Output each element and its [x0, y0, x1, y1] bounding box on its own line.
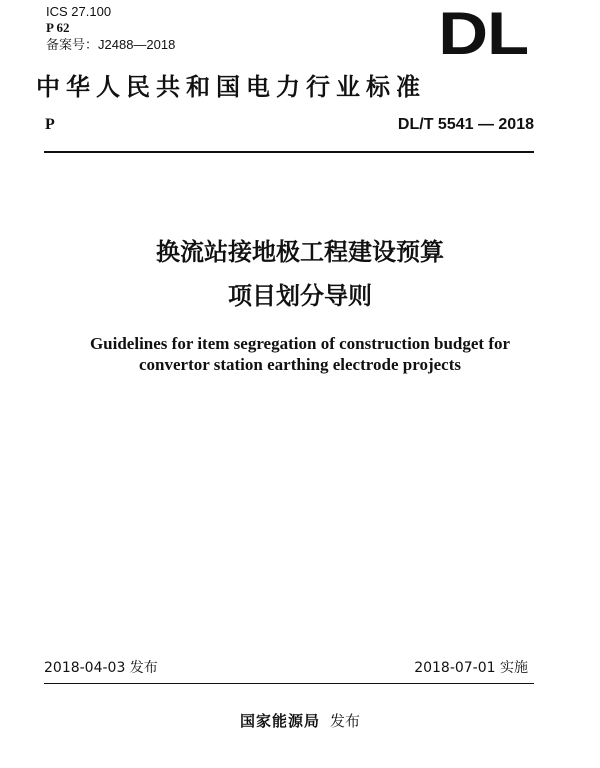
- title-zh-line2: 项目划分导则: [228, 282, 372, 310]
- effective-date: 2018-07-01 实施: [414, 660, 528, 676]
- classification-code: P 62: [46, 20, 70, 35]
- issuer-org: 国家能源局: [239, 712, 320, 730]
- issuer-action: 发布: [330, 712, 361, 730]
- title-en-line2: convertor station earthing electrode projects: [139, 355, 461, 374]
- footer-divider: [44, 683, 534, 684]
- standard-number: DL/T 5541 — 2018: [397, 116, 534, 133]
- category-letter: P: [45, 116, 55, 133]
- issuer: [0, 710, 600, 731]
- header-divider: [44, 151, 534, 153]
- standard-banner: 中华人民共和国电力行业标准: [36, 72, 426, 101]
- ics-code: ICS 27.100: [46, 4, 112, 19]
- title-en-line1: Guidelines for item segregation of construction budget for: [89, 334, 511, 353]
- title-zh-line1: 换流站接地极工程建设预算: [156, 238, 444, 266]
- dl-logo: DL: [438, 0, 528, 67]
- record-number: 备案号：J2488—2018: [46, 37, 176, 52]
- issue-date: 2018-04-03 发布: [44, 660, 158, 676]
